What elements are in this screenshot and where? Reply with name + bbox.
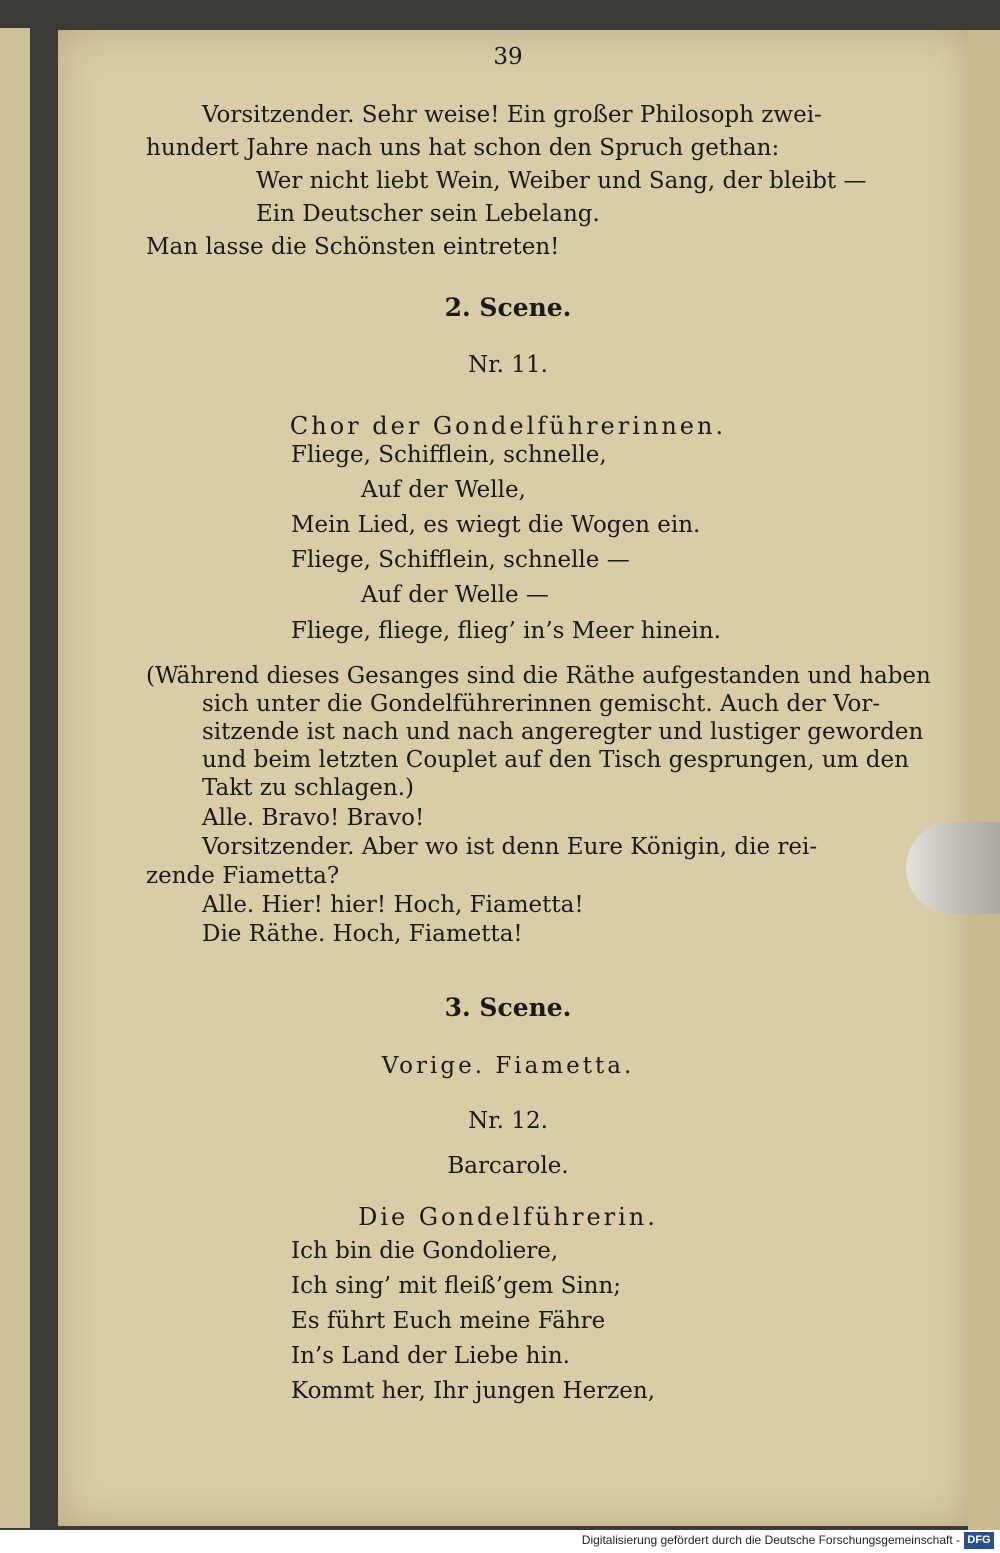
verse-line: Fliege, Schifflein, schnelle — — [291, 547, 630, 573]
singer-title: Die Gondelführerin. — [358, 1203, 658, 1231]
cast-line: Vorige. Fiametta. — [381, 1053, 635, 1079]
footer-bar — [0, 1530, 1000, 1553]
verse-line: Fliege, fliege, flieg’ in’s Meer hinein. — [291, 618, 721, 644]
dialogue-line: Alle. Bravo! Bravo! — [202, 805, 425, 831]
page-clip — [906, 822, 1000, 914]
verse-line: Auf der Welle — — [361, 582, 549, 608]
verse-line: Es führt Euch meine Fähre — [291, 1308, 606, 1334]
verse-line: Ich sing’ mit fleiß’gem Sinn; — [291, 1273, 622, 1299]
number-heading: Nr. 12. — [468, 1108, 548, 1134]
stage-direction-line: sich unter die Gondelführerinnen gemischt. Auch der Vor- — [202, 691, 881, 717]
page-edge-right — [968, 30, 1000, 1530]
dialogue-line: Vorsitzender. Aber wo ist denn Eure Königin, die rei- — [202, 834, 818, 860]
stage-direction-line: Takt zu schlagen.) — [202, 775, 414, 801]
verse-line: Mein Lied, es wiegt die Wogen ein. — [291, 512, 701, 538]
text-line: Man lasse die Schönsten eintreten! — [146, 234, 560, 260]
text-line: Ein Deutscher sein Lebelang. — [256, 201, 600, 227]
scene-heading: 2. Scene. — [444, 293, 572, 322]
chorus-title: Chor der Gondelführerinnen. — [289, 412, 727, 440]
verse-line: Auf der Welle, — [361, 477, 526, 503]
verse-line: In’s Land der Liebe hin. — [291, 1343, 570, 1369]
dialogue-line: Die Räthe. Hoch, Fiametta! — [202, 921, 523, 947]
verse-line: Ich bin die Gondoliere, — [291, 1238, 559, 1264]
number-heading: Nr. 11. — [468, 352, 548, 378]
song-form: Barcarole. — [447, 1153, 569, 1179]
stage-direction-line: (Während dieses Gesanges sind die Räthe aufgestanden und haben — [146, 663, 931, 689]
scene-heading: 3. Scene. — [444, 993, 572, 1022]
previous-page-edge — [0, 28, 30, 1528]
funding-credit: Digitalisierung gefördert durch die Deutsche Forschungsgemeinschaft - — [581, 1533, 960, 1547]
verse-line: Kommt her, Ihr jungen Herzen, — [291, 1378, 656, 1404]
dfg-logo: DFG — [964, 1532, 994, 1549]
text-line: Wer nicht liebt Wein, Weiber und Sang, der bleibt — — [256, 168, 867, 194]
verse-line: Fliege, Schifflein, schnelle, — [291, 442, 607, 468]
dialogue-line: zende Fiametta? — [146, 863, 340, 889]
dialogue-line: Alle. Hier! hier! Hoch, Fiametta! — [202, 892, 584, 918]
text-line: Vorsitzender. Sehr weise! Ein großer Philosoph zwei- — [202, 102, 822, 128]
text-line: hundert Jahre nach uns hat schon den Spruch gethan: — [146, 135, 780, 161]
page-number: 39 — [493, 44, 523, 70]
stage-direction-line: sitzende ist nach und nach angeregter und lustiger geworden — [202, 719, 924, 745]
stage-direction-line: und beim letzten Couplet auf den Tisch gesprungen, um den — [202, 747, 909, 773]
